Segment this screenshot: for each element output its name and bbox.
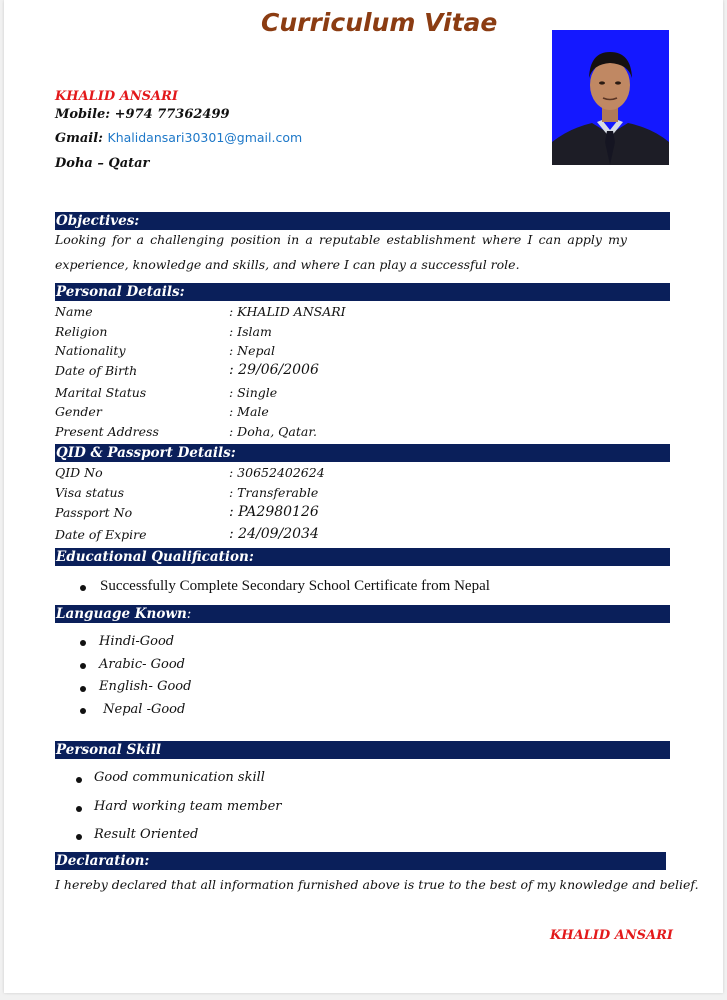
detail-value: : 29/06/2006: [229, 362, 319, 378]
list-item: Good communication skill: [94, 770, 265, 785]
detail-label: Marital Status: [55, 385, 147, 400]
email-link[interactable]: Khalidansari30301@gmail.com: [107, 130, 303, 145]
objectives-line: experience, knowledge and skills, and where I can play a successful role.: [55, 257, 520, 272]
detail-label: Date of Birth: [55, 363, 138, 378]
list-item: Hard working team member: [94, 799, 282, 814]
detail-label: Passport No: [55, 505, 133, 520]
gmail-line: [55, 130, 302, 146]
bullet-dot: [80, 640, 86, 646]
mobile-line: [55, 107, 230, 122]
detail-value: : KHALID ANSARI: [229, 304, 346, 319]
bullet-dot: [76, 834, 82, 840]
list-item: English- Good: [99, 679, 192, 694]
list-item: Arabic- Good: [99, 657, 185, 672]
detail-value: : 30652402624: [229, 465, 325, 480]
detail-label: Name: [55, 304, 93, 319]
list-item: Successfully Complete Secondary School Certificate from Nepal: [100, 578, 490, 594]
detail-label: Visa status: [55, 485, 125, 500]
mobile-number: +974 77362499: [114, 107, 230, 122]
list-item: Result Oriented: [94, 827, 199, 842]
objectives-line: Looking for a challenging position in a reputable establishment where I can apply my: [55, 232, 627, 247]
detail-label: Present Address: [55, 424, 159, 439]
languages-heading-text: Language Known: [56, 606, 187, 622]
detail-label: Religion: [55, 324, 108, 339]
cv-page: [4, 0, 723, 993]
detail-value: : Male: [229, 404, 269, 419]
bullet-dot: [80, 663, 86, 669]
mobile-label: Mobile:: [55, 107, 111, 122]
detail-label: Nationality: [55, 343, 126, 358]
bullet-dot: [80, 585, 86, 591]
personal-details-heading: Personal Details:: [55, 283, 670, 301]
detail-label: Date of Expire: [55, 527, 147, 542]
qid-passport-heading: QID & Passport Details:: [55, 444, 670, 462]
objectives-heading: Objectives:: [55, 212, 670, 230]
profile-photo: [552, 30, 669, 165]
languages-heading: [55, 605, 670, 623]
candidate-name: KHALID ANSARI: [55, 89, 179, 104]
detail-value: : Nepal: [229, 343, 275, 358]
list-item: Nepal -Good: [99, 702, 186, 717]
detail-value: : Doha, Qatar.: [229, 424, 317, 439]
bullet-dot: [80, 686, 86, 692]
detail-value: : Transferable: [229, 485, 319, 500]
list-item: Hindi-Good: [99, 634, 175, 649]
location: Doha – Qatar: [55, 156, 150, 171]
declaration-text: I hereby declared that all information furnished above is true to the best of my knowledge and belief.: [55, 877, 699, 892]
signature-name: KHALID ANSARI: [550, 928, 674, 943]
detail-value: : PA2980126: [229, 504, 319, 520]
languages-heading-colon: :: [186, 606, 192, 622]
detail-value: : 24/09/2034: [229, 526, 319, 542]
personal-skill-heading: Personal Skill: [55, 741, 670, 759]
education-heading: Educational Qualification:: [55, 548, 670, 566]
detail-value: : Single: [229, 385, 278, 400]
bullet-dot: [76, 806, 82, 812]
objectives-text: [55, 227, 627, 277]
page-title: Curriculum Vitae: [261, 8, 498, 37]
gmail-label: Gmail:: [55, 131, 103, 146]
detail-value: : Islam: [229, 324, 272, 339]
bullet-dot: [76, 777, 82, 783]
declaration-heading: Declaration:: [55, 852, 666, 870]
bullet-dot: [80, 708, 86, 714]
detail-label: QID No: [55, 465, 103, 480]
detail-label: Gender: [55, 404, 102, 419]
